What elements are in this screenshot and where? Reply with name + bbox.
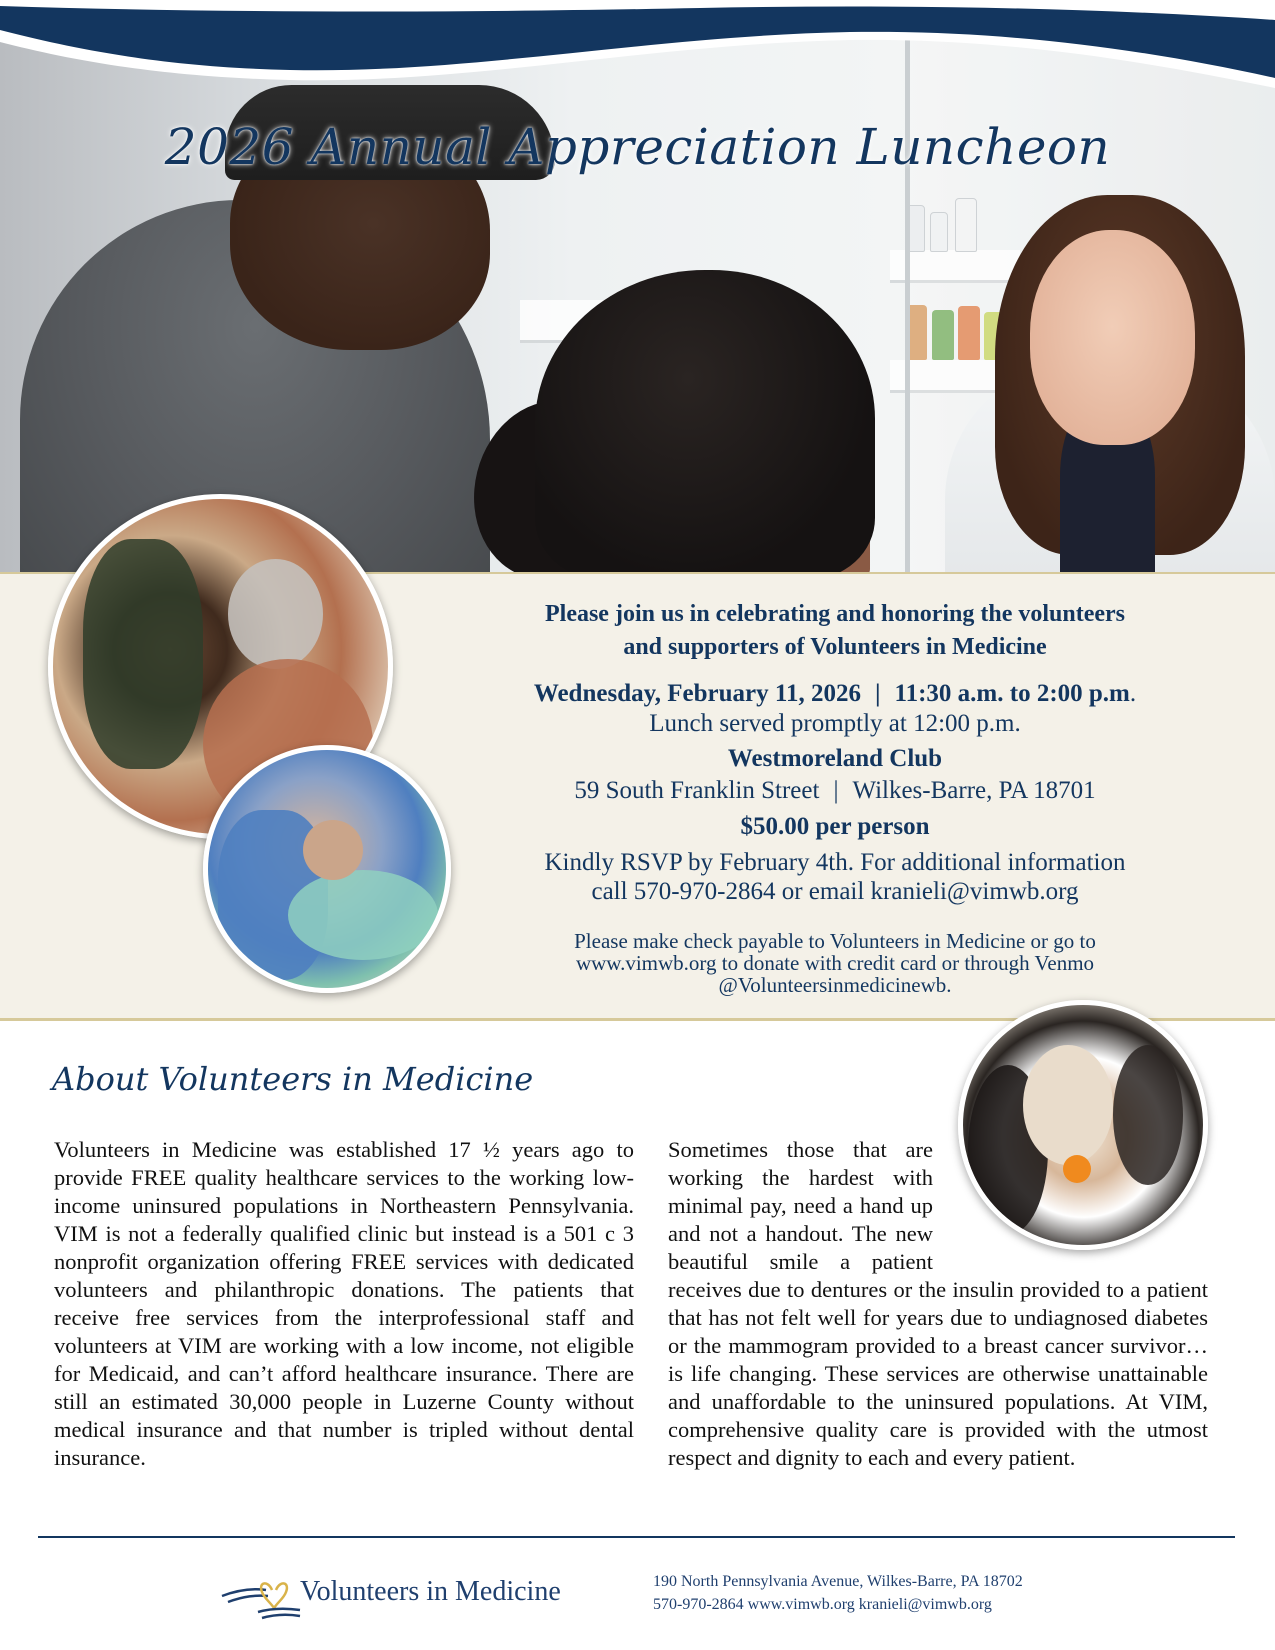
photo-detail (303, 820, 363, 880)
org-name: Volunteers in Medicine (300, 1576, 561, 1607)
payment-line-1: Please make check payable to Volunteers in Medicine or go to (574, 929, 1096, 953)
rsvp-line-2: call 570-970-2864 or email kranieli@vimwb.org (591, 878, 1079, 905)
vim-logo (218, 1568, 561, 1628)
invitation-line-2: and supporters of Volunteers in Medicine (623, 634, 1047, 660)
invitation-line-1: Please join us in celebrating and honoring the volunteers (544, 601, 1126, 627)
about-paragraph-left: Volunteers in Medicine was established 17 ½ years ago to provide FREE quality healthcare services to the working low-income uninsured populations in Northeastern Pennsylvania. VIM is not a federally qualified clinic but instead is a 501 c 3 nonprofit organization offering FREE services with dedicated volunteers and philanthropic donations. The patients that receive free services from the interprofessional staff and volunteers at VIM are working with a low income, not eligible for Medicaid, and can’t afford healthcare insurance. There are still an estimated 30,000 people in Luzerne County without medical insurance and that number is tripled without dental insurance. (54, 1137, 634, 1470)
address-separator: | (833, 777, 839, 804)
venue-street: 59 South Franklin Street (574, 777, 820, 804)
photo-consultation (958, 1000, 1208, 1250)
photo-detail (83, 539, 203, 769)
photo-dental-exam (203, 745, 451, 993)
pharmacist-face (1030, 230, 1195, 445)
about-paragraph-right: Sometimes those that are working the hardest with minimal pay, need a hand up and not a handout. The new beautiful smile a patient receives due to dentures or the insulin provided to a patient that has not felt well for years due to undiagnosed diabetes or the mammogram provided to a breast cancer survivor…is life changing. These services are otherwise unattainable and unaffordable to the uninsured populations. At VIM, comprehensive quality care is provided with the utmost respect and dignity to each and every patient. (668, 1137, 1208, 1470)
venue-name: Westmoreland Club (727, 745, 943, 772)
photo-detail (1113, 1045, 1183, 1185)
customer-hair (535, 270, 875, 572)
about-heading: About Volunteers in Medicine (52, 1060, 534, 1098)
event-invitation (470, 598, 1200, 664)
footer-rule (38, 1536, 1235, 1538)
header-wave (0, 0, 1275, 110)
event-time: 11:30 a.m. to 2:00 p.m (894, 680, 1130, 707)
payment-info (470, 930, 1200, 996)
heart-swoosh-icon (218, 1568, 302, 1628)
photo-detail (1063, 1155, 1091, 1183)
footer-contact (653, 1570, 1023, 1616)
photo-detail (288, 870, 438, 960)
footer-address: 190 North Pennsylvania Avenue, Wilkes-Barre, PA 18702 (653, 1573, 1023, 1590)
rsvp-info (470, 848, 1200, 906)
event-title: 2026 Annual Appreciation Luncheon (164, 118, 1111, 176)
hero-photo (0, 0, 1275, 572)
lunch-note: Lunch served promptly at 12:00 p.m. (649, 710, 1021, 737)
ticket-price: $50.00 per person (740, 813, 930, 840)
time-period: . (1129, 680, 1137, 707)
footer-contact-line: 570-970-2864 www.vimwb.org kranieli@vimwb.org (653, 1596, 992, 1613)
event-date-time (470, 680, 1200, 708)
payment-line-2: www.vimwb.org to donate with credit card or through Venmo (575, 951, 1095, 975)
rsvp-line-1: Kindly RSVP by February 4th. For additional information (544, 849, 1126, 876)
photo-detail (1023, 1045, 1113, 1165)
event-date: Wednesday, February 11, 2026 (533, 680, 861, 707)
venue-address (470, 777, 1200, 805)
payment-line-3: @Volunteersinmedicinewb. (718, 973, 952, 997)
date-separator: | (874, 680, 881, 707)
venue-city: Wilkes-Barre, PA 18701 (852, 777, 1096, 804)
photo-detail (228, 559, 323, 669)
